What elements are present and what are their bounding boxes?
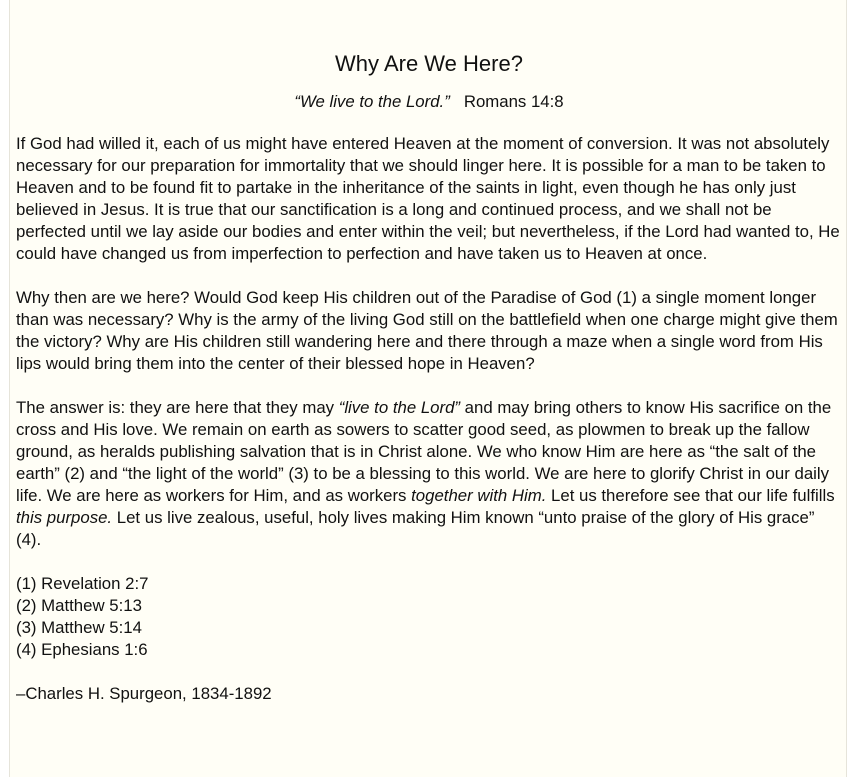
reference-item-2: (2) Matthew 5:13 — [16, 596, 142, 615]
paragraph-2: Why then are we here? Would God keep His children out of the Paradise of God (1) a single moment longer than was necessary? Why is the army of the living God still on the battlefield when one charge might give them the victory? Why are His children still wandering here and there through a maze when a single word from His lips would bring them into the center of their blessed hope in Heaven? — [16, 288, 838, 373]
paragraph-1: If God had willed it, each of us might have entered Heaven at the moment of conversion. It was not absolutely necessary for our preparation for immortality that we should linger here. It is possible for a man to be taken to Heaven and to be found fit to partake in the inheritance of the saints in light, even though he has only just believed in Jesus. It is true that our sanctification is a long and continued process, and we shall not be perfected until we lay aside our bodies and enter within the veil; but nevertheless, if the Lord had wanted to, He could have changed us from imperfection to perfection and have taken us to Heaven at once. — [16, 134, 840, 263]
document-content — [16, 50, 842, 705]
paragraph-3-text-e: Let us therefore see that our life fulfills — [546, 486, 835, 505]
reference-item-1: (1) Revelation 2:7 — [16, 574, 149, 593]
paragraph-3-text-g: Let us live zealous, useful, holy lives making Him known “unto praise of the glory of His grace” (4). — [16, 508, 815, 549]
paragraph-3-emphasis-purpose: this purpose. — [16, 508, 113, 527]
paragraph-3-emphasis-together: together with Him. — [411, 486, 547, 505]
document-page — [9, 0, 847, 777]
verse-quote: “We live to the Lord.” — [294, 92, 450, 111]
paragraph-3-text-c: and may bring others to know His sacrifice on the cross and His love. We remain on earth as sowers to scatter good seed, as plowmen to break up the fallow ground, as heralds publishing salvation that is in Christ alone. We who know Him are here as “the salt of the earth” (2) and “the light of the world” (3) to be a blessing to this world. We are here to glorify Christ in our daily life. We are here as workers for Him, and as workers — [16, 398, 832, 505]
paragraph-3 — [16, 397, 842, 551]
verse-line — [16, 91, 842, 113]
attribution: –Charles H. Spurgeon, 1834-1892 — [16, 684, 272, 703]
paragraph-3-text-a: The answer is: they are here that they may — [16, 398, 339, 417]
paragraph-3-emphasis-live-to-lord: “live to the Lord” — [338, 398, 460, 417]
verse-reference: Romans 14:8 — [463, 92, 564, 111]
page-title: Why Are We Here? — [335, 51, 523, 76]
reference-item-4: (4) Ephesians 1:6 — [16, 640, 148, 659]
reference-item-3: (3) Matthew 5:14 — [16, 618, 142, 637]
reference-list — [16, 573, 842, 661]
